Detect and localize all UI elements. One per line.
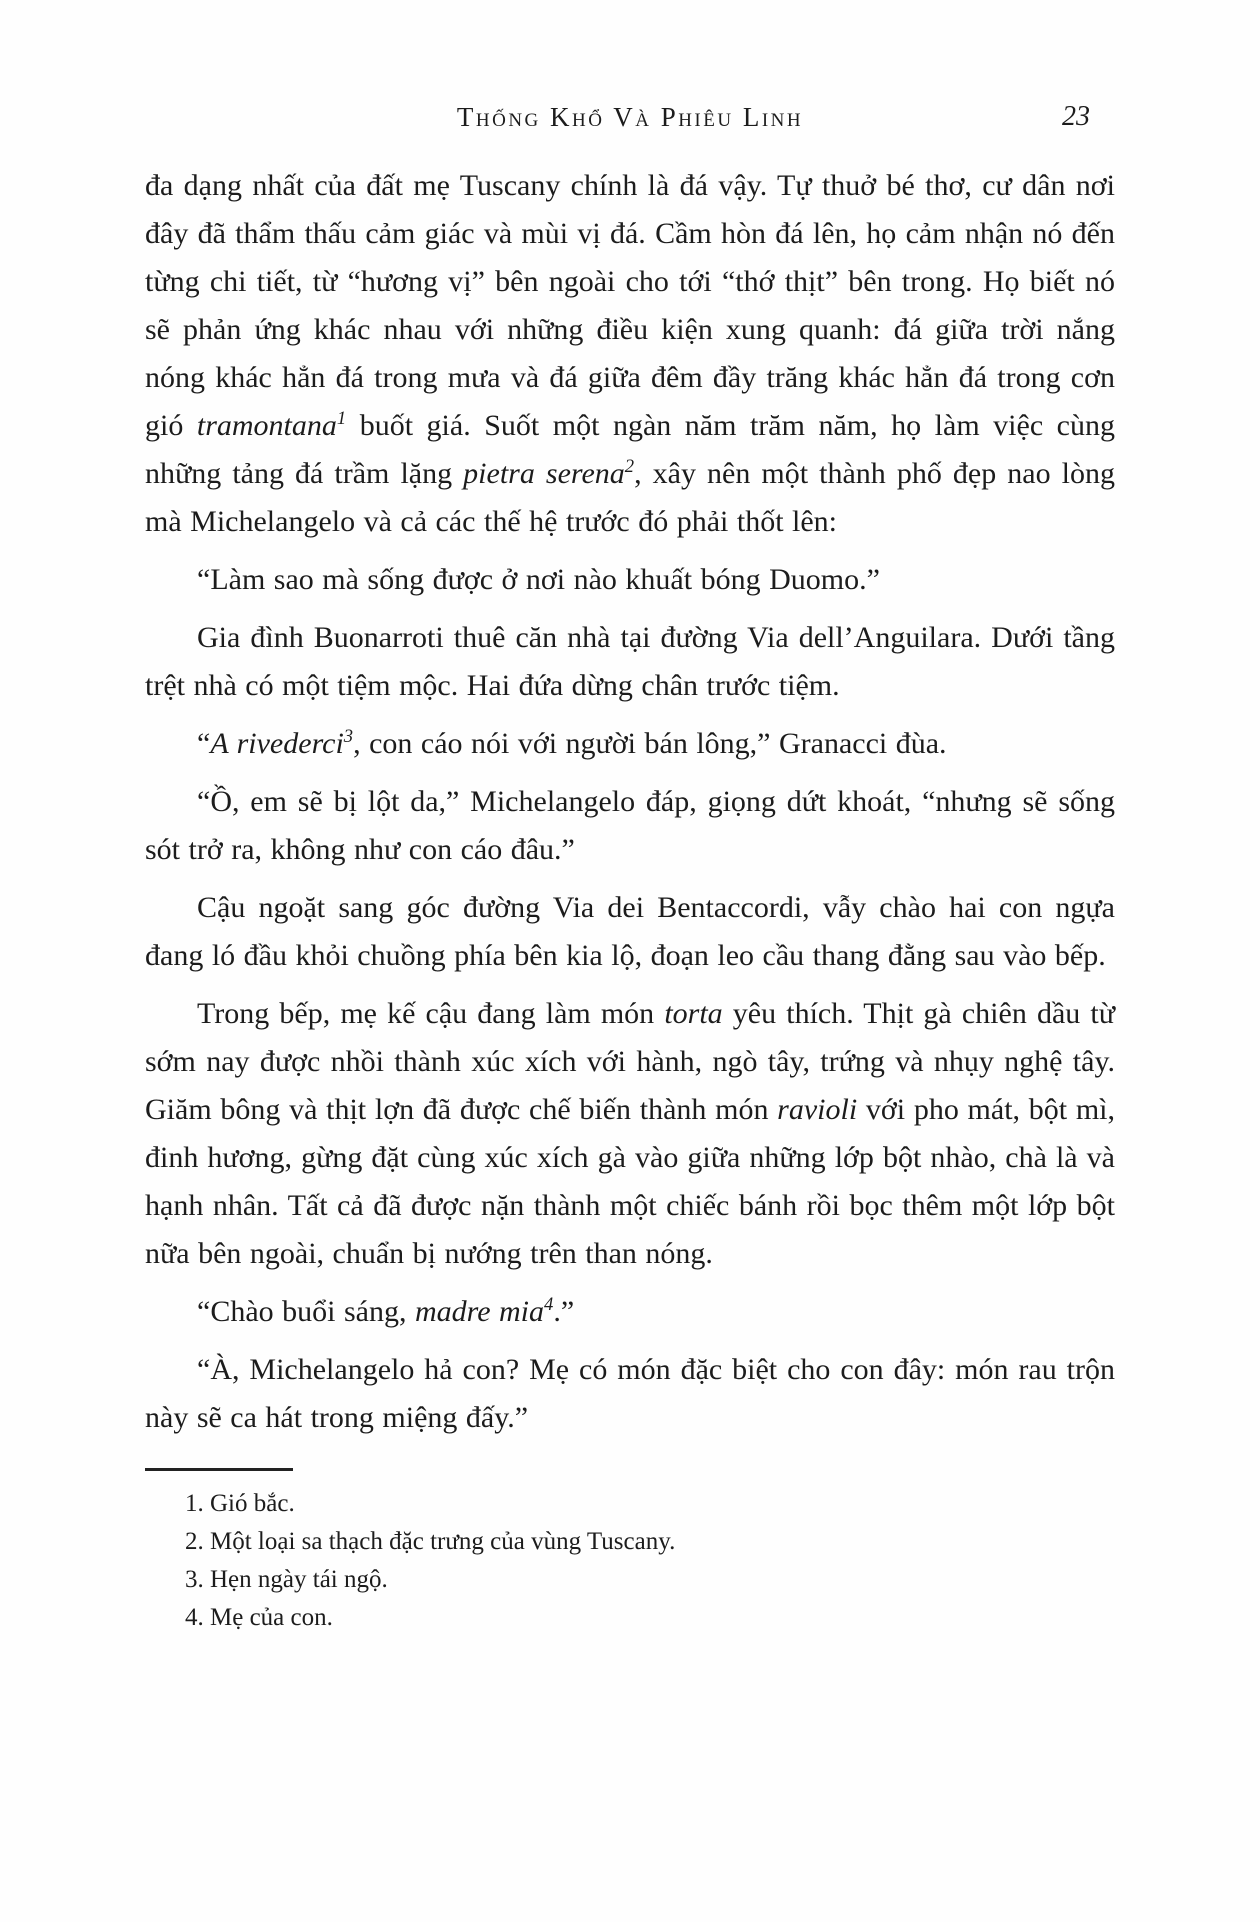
paragraph <box>145 720 1115 768</box>
paragraph <box>145 614 1115 710</box>
paragraph <box>145 884 1115 980</box>
footnote-reference: 4 <box>544 1294 554 1315</box>
text-run: , xây nên một thành phố đẹp nao lòng mà Michelangelo và cả các thế hệ trước đó phải thốt lên: <box>145 457 1115 538</box>
text-run: madre mia <box>414 1295 545 1328</box>
footnote-reference: 1 <box>336 408 347 429</box>
text-run: “Chào buổi sáng, <box>197 1295 415 1328</box>
text-run: buốt giá. Suốt một ngàn năm trăm năm, họ làm việc cùng những tảng đá trầm lặng <box>145 409 1115 490</box>
footnote-reference: 3 <box>343 726 354 747</box>
footnotes-section <box>145 1468 1115 1637</box>
text-run: , con cáo nói với người bán lông,” Granacci đùa. <box>353 727 947 760</box>
footnote: 4. Mẹ của con. <box>185 1604 333 1631</box>
footnote-reference: 2 <box>624 456 635 477</box>
page-number: 23 <box>1062 101 1090 132</box>
paragraph <box>145 1346 1115 1442</box>
text-run: A rivederci <box>210 727 344 760</box>
text-run: yêu thích. Thịt gà chiên dầu từ sớm nay được nhồi thành xúc xích với hành, ngò tây, trứng và nhụy nghệ tây. Giăm bông và thịt lợn đã được chế biến thành món <box>145 997 1115 1126</box>
text-run: .” <box>553 1295 575 1328</box>
footnote: 3. Hẹn ngày tái ngộ. <box>185 1566 388 1593</box>
paragraph <box>145 1288 1115 1336</box>
footnote: 2. Một loại sa thạch đặc trưng của vùng Tuscany. <box>185 1528 676 1555</box>
body-text <box>145 162 1115 1442</box>
text-run: “Ồ, em sẽ bị lột da,” Michelangelo đáp, giọng dứt khoát, “nhưng sẽ sống sót trở ra, không như con cáo đâu.” <box>145 785 1115 866</box>
text-run: tramontana <box>196 409 337 442</box>
footnote: 1. Gió bắc. <box>185 1490 295 1517</box>
text-run: Cậu ngoặt sang góc đường Via dei Bentaccordi, vẫy chào hai con ngựa đang ló đầu khỏi chuồng phía bên kia lộ, đoạn leo cầu thang đằng sau vào bếp. <box>145 891 1115 972</box>
footnote-list <box>145 1485 1115 1637</box>
paragraph <box>145 990 1115 1278</box>
text-run: “À, Michelangelo hả con? Mẹ có món đặc biệt cho con đây: món rau trộn này sẽ ca hát trong miệng đấy.” <box>145 1353 1115 1434</box>
chapter-title: Thống Khổ Và Phiêu Linh <box>456 102 804 132</box>
text-run: “Làm sao mà sống được ở nơi nào khuất bóng Duomo.” <box>197 563 880 596</box>
text-run: pietra serena <box>463 457 625 490</box>
paragraph <box>145 556 1115 604</box>
text-run: Gia đình Buonarroti thuê căn nhà tại đường Via dell’Anguilara. Dưới tầng trệt nhà có một tiệm mộc. Hai đứa dừng chân trước tiệm. <box>145 621 1115 702</box>
running-header <box>145 100 1115 134</box>
text-run: với pho mát, bột mì, đinh hương, gừng đặt cùng xúc xích gà vào giữa những lớp bột nhào, chà là và hạnh nhân. Tất cả đã được nặn thành một chiếc bánh rồi bọc thêm một lớp bột nữa bên ngoài, chuẩn bị nướng trên than nóng. <box>145 1093 1115 1270</box>
text-run: Trong bếp, mẹ kế cậu đang làm món <box>197 997 665 1030</box>
text-run: đa dạng nhất của đất mẹ Tuscany chính là đá vậy. Tự thuở bé thơ, cư dân nơi đây đã thẩm thấu cảm giác và mùi vị đá. Cầm hòn đá lên, họ cảm nhận nó đến từng chi tiết, từ “hương vị” bên ngoài cho tới “thớ thịt” bên trong. Họ biết nó sẽ phản ứng khác nhau với những điều kiện xung quanh: đá giữa trời nắng nóng khác hẳn đá trong mưa và đá giữa đêm đầy trăng khác hẳn đá trong cơn gió <box>145 169 1115 442</box>
paragraph <box>145 778 1115 874</box>
text-run: torta <box>664 997 723 1030</box>
footnote-separator <box>145 1468 293 1471</box>
text-run: “ <box>197 727 211 760</box>
text-run: ravioli <box>777 1093 858 1126</box>
paragraph <box>145 162 1115 546</box>
